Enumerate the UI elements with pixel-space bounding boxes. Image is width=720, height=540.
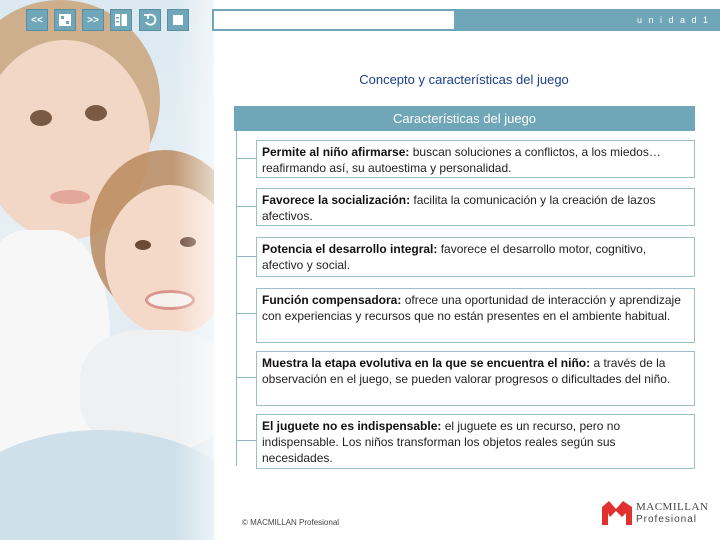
item-heading: Potencia el desarrollo integral: [262,242,438,256]
characteristic-item-5 [256,351,695,406]
title-bar [212,9,456,31]
tree-connector [236,131,237,466]
branch-line [236,313,256,314]
branch-line [236,158,256,159]
back-button[interactable] [139,9,161,31]
logo-subtitle: Profesional [636,514,698,525]
menu-grid-button[interactable] [54,9,76,31]
macmillan-logo-icon [600,497,634,529]
next-button[interactable]: >> [82,9,104,31]
list-icon [114,13,128,27]
item-heading: Permite al niño afirmarse: [262,145,410,159]
item-text: buscan soluciones a conflictos, a los miedos… reafirmando así, su autoestima y personalidad. [262,145,661,175]
characteristic-item-6 [256,414,695,469]
item-heading: El juguete no es indispensable: [262,419,442,433]
characteristic-item-1 [256,140,695,178]
branch-line [236,377,256,378]
branch-line [236,256,256,257]
prev-button[interactable]: << [26,9,48,31]
section-header: Características del juego [234,106,695,131]
logo-wordmark: MACMILLAN [636,501,709,513]
undo-icon [143,13,157,27]
copyright-footer: © MACMILLAN Profesional [242,518,340,527]
item-text: a través de la observación en el juego, se pueden valorar progresos o dificultades del niño. [262,356,671,386]
page-title: Concepto y características del juego [359,72,569,87]
stop-button[interactable] [167,9,189,31]
dice-icon [58,13,72,27]
index-button[interactable] [110,9,132,31]
characteristic-item-2 [256,188,695,226]
item-heading: Muestra la etapa evolutiva en la que se encuentra el niño: [262,356,591,370]
characteristic-item-3 [256,237,695,277]
branch-line [236,440,256,441]
unit-label: u n i d a d 1 [636,15,710,25]
stop-icon [172,14,184,26]
item-text: ofrece una oportunidad de interacción y aprendizaje con experiencias y recursos que no están presentes en el ambiente habitual. [262,293,681,323]
item-text: el juguete es un recurso, pero no indispensable. Los niños transforman los objetos reales según sus necesidades. [262,419,621,465]
item-heading: Función compensadora: [262,293,402,307]
characteristic-item-4 [256,288,695,343]
children-photo [0,0,214,540]
item-text: facilita la comunicación y la creación de lazos afectivos. [262,193,656,223]
branch-line [236,206,256,207]
item-text: favorece el desarrollo motor, cognitivo, afectivo y social. [262,242,647,272]
macmillan-logo [600,497,709,529]
item-heading: Favorece la socialización: [262,193,411,207]
